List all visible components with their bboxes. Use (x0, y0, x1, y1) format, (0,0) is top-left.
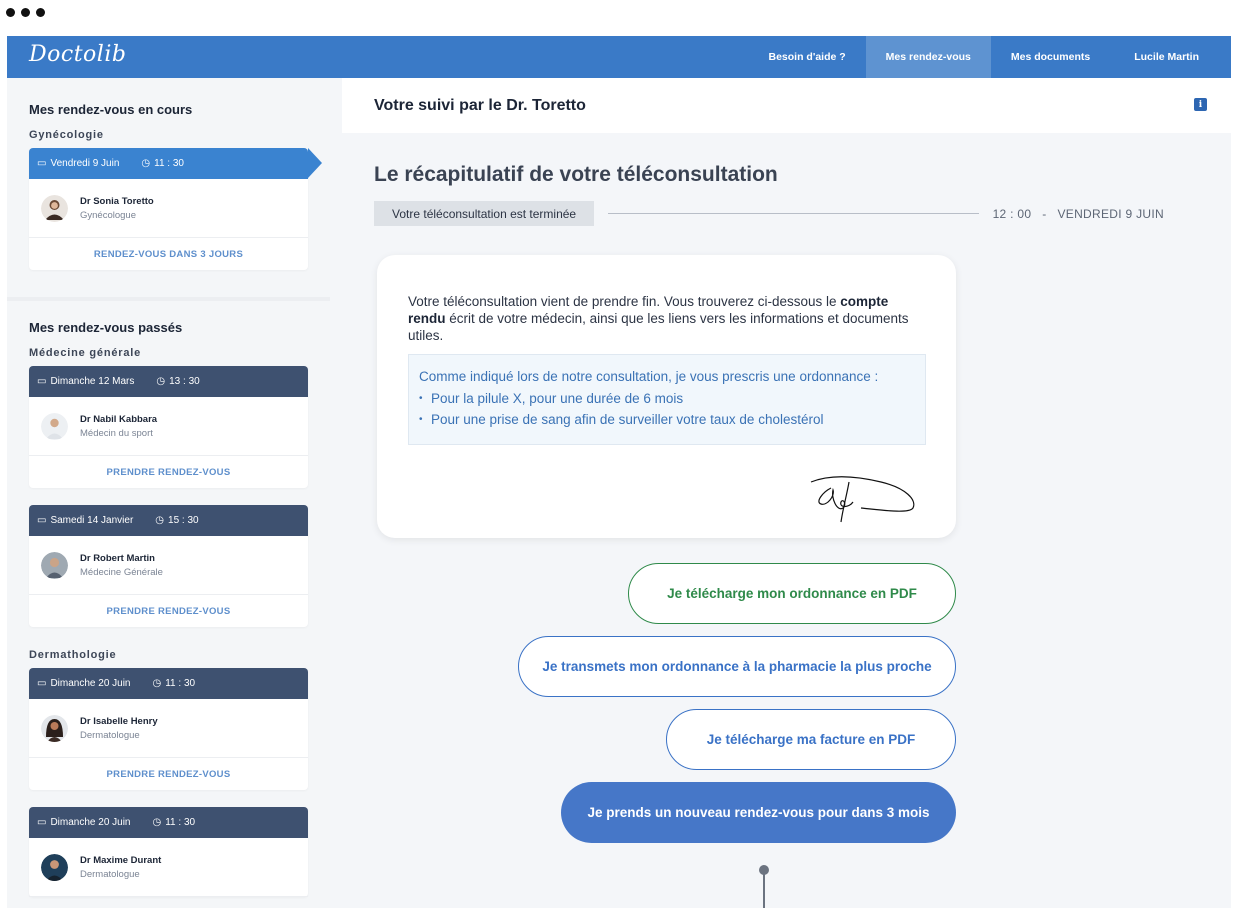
calendar-icon: ▭ (37, 817, 47, 828)
past-appointments-section (7, 301, 330, 908)
avatar (41, 715, 68, 742)
appointment-card-past[interactable] (29, 366, 308, 488)
doctor-name: Dr Isabelle Henry (80, 715, 158, 727)
prescription-item: • Pour la pilule X, pour une durée de 6 mois (419, 388, 915, 409)
doctolib-logo[interactable]: Doctolib (29, 42, 127, 67)
status-divider (608, 213, 978, 214)
prescription-intro: Comme indiqué lors de notre consultation, je vous prescris une ordonnance : (419, 369, 879, 384)
specialty-label: Dermathologie (29, 649, 117, 661)
info-icon[interactable]: i (1194, 98, 1207, 111)
selected-arrow-icon (308, 148, 322, 178)
window-dot-icon[interactable] (6, 8, 15, 17)
appointment-card-header (29, 807, 308, 838)
specialty-label: Médecine générale (29, 347, 142, 359)
appointment-date: Dimanche 12 Mars (50, 376, 135, 387)
appointment-card-header (29, 668, 308, 699)
status-badge: Votre téléconsultation est terminée (374, 201, 594, 226)
appointment-date: Dimanche 20 Juin (50, 817, 131, 828)
doctor-specialty: Dermatologue (80, 868, 140, 880)
appointment-time: 11 : 30 (165, 817, 196, 828)
avatar (41, 413, 68, 440)
prescription-list (419, 388, 915, 430)
appointment-card-past[interactable] (29, 505, 308, 627)
avatar (41, 195, 68, 222)
main-nav (748, 36, 1231, 78)
calendar-icon: ▭ (37, 678, 47, 689)
doctor-name: Dr Maxime Durant (80, 854, 162, 866)
appointment-card-current[interactable] (29, 148, 308, 270)
doctor-name: Dr Robert Martin (80, 552, 155, 564)
window-dot-icon[interactable] (21, 8, 30, 17)
specialty-label: Gynécologie (29, 129, 104, 141)
report-intro-text: Votre téléconsultation vient de prendre fin. Vous trouverez ci-dessous le (408, 294, 841, 309)
clock-icon: ◷ (141, 158, 151, 169)
consultation-end-time: 12 : 00 - VENDREDI 9 JUIN (992, 206, 1164, 221)
page-title: Votre suivi par le Dr. Toretto (374, 96, 586, 114)
clock-icon: ◷ (155, 515, 165, 526)
calendar-icon: ▭ (37, 515, 47, 526)
appointment-countdown-link[interactable]: RENDEZ-VOUS DANS 3 JOURS (93, 248, 244, 260)
download-prescription-button[interactable]: Je télécharge mon ordonnance en PDF (628, 563, 956, 624)
appointment-time: 15 : 30 (168, 515, 199, 526)
report-intro (408, 293, 926, 344)
clock-icon: ◷ (152, 817, 162, 828)
clock-icon: ◷ (152, 678, 162, 689)
send-to-pharmacy-button[interactable]: Je transmets mon ordonnance à la pharmacie la plus proche (518, 636, 956, 697)
nav-my-appointments[interactable]: Mes rendez-vous (866, 36, 991, 78)
new-appointment-button[interactable]: Je prends un nouveau rendez-vous pour dans 3 mois (561, 782, 956, 843)
appointment-time: 11 : 30 (165, 678, 196, 689)
doctor-name: Dr Nabil Kabbara (80, 413, 158, 425)
appointment-card-past[interactable] (29, 668, 308, 790)
doctor-specialty: Médecin du sport (80, 427, 153, 439)
consultation-report-card (377, 255, 956, 538)
doctor-signature-icon (801, 468, 919, 524)
window-controls (6, 8, 45, 17)
report-link-compte-rendu: compte rendu (408, 294, 889, 326)
download-invoice-button[interactable]: Je télécharge ma facture en PDF (666, 709, 956, 770)
app-window (7, 36, 1231, 908)
appointment-time: 11 : 30 (154, 158, 184, 169)
doctor-specialty: Médecine Générale (80, 566, 163, 578)
doctor-info (29, 397, 308, 456)
appointment-card-header (29, 366, 308, 397)
appointment-date: Vendredi 9 Juin (50, 158, 120, 169)
avatar (41, 552, 68, 579)
appointment-date: Samedi 14 Janvier (50, 515, 134, 526)
current-appointments-title: Mes rendez-vous en cours (29, 102, 193, 117)
doctor-info (29, 699, 308, 758)
calendar-icon: ▭ (37, 376, 47, 387)
appointment-card-past[interactable] (29, 807, 308, 897)
book-appointment-link[interactable]: PRENDRE RENDEZ-VOUS (106, 768, 231, 780)
prescription-box (408, 354, 926, 445)
appointment-time: 13 : 30 (169, 376, 200, 387)
main-content (342, 78, 1231, 908)
nav-user-account[interactable]: Lucile Martin (1134, 51, 1199, 63)
prescription-item: • Pour une prise de sang afin de surveiller votre taux de cholestérol (419, 409, 915, 430)
book-appointment-link[interactable]: PRENDRE RENDEZ-VOUS (106, 466, 231, 478)
doctor-specialty: Dermatologue (80, 729, 140, 741)
window-dot-icon[interactable] (36, 8, 45, 17)
report-intro-text-end: écrit de votre médecin, ainsi que les liens vers les informations et documents utiles. (408, 311, 909, 343)
top-navigation-bar (7, 36, 1231, 78)
avatar (41, 854, 68, 881)
nav-my-documents[interactable]: Mes documents (1010, 51, 1091, 63)
doctor-info (29, 179, 308, 238)
consultation-status-row (374, 201, 1164, 226)
book-appointment-link[interactable]: PRENDRE RENDEZ-VOUS (106, 605, 231, 617)
calendar-icon: ▭ (37, 158, 47, 169)
current-appointments-section (7, 78, 330, 297)
doctor-name: Dr Sonia Toretto (80, 195, 154, 207)
follow-up-header (342, 78, 1231, 133)
appointment-card-header (29, 148, 308, 179)
doctor-info (29, 536, 308, 595)
appointments-sidebar (7, 78, 330, 908)
timeline-dot-icon (759, 865, 769, 875)
appointment-date: Dimanche 20 Juin (50, 678, 131, 689)
doctor-info (29, 838, 308, 897)
clock-icon: ◷ (156, 376, 166, 387)
past-appointments-title: Mes rendez-vous passés (29, 320, 183, 335)
appointment-card-header (29, 505, 308, 536)
recap-title: Le récapitulatif de votre téléconsultation (374, 163, 778, 186)
doctor-specialty: Gynécologue (80, 209, 136, 221)
nav-help[interactable]: Besoin d'aide ? (768, 51, 846, 63)
